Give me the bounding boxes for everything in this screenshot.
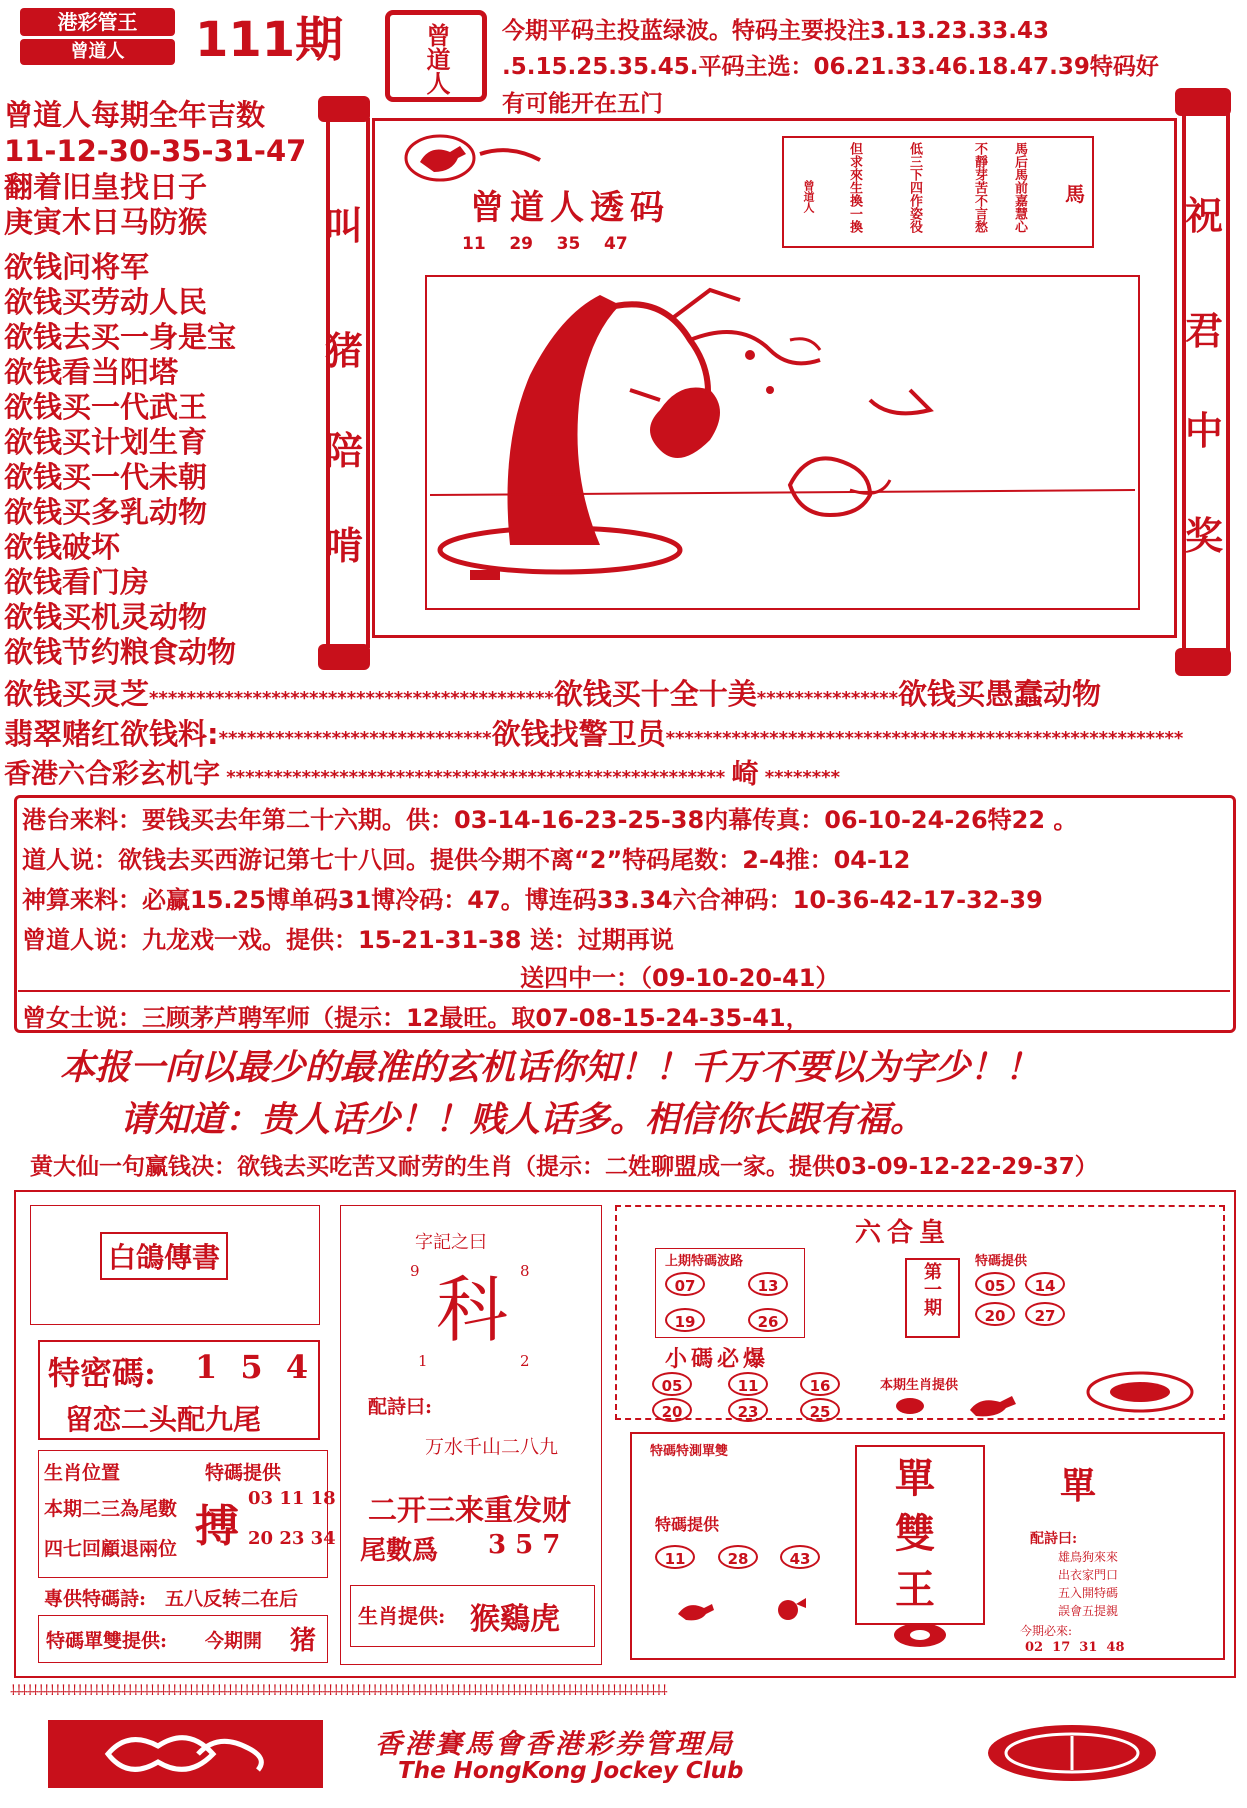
- footer-oval-logo: [985, 1722, 1160, 1784]
- info-line: 神算来料：必赢15.25博单码31博冷码：47。博连码33.34六合神码：10-36-42-17-32-39: [22, 886, 1043, 914]
- mid-tail-numbers: 3 5 7: [488, 1530, 561, 1560]
- wong-tai-sin-line: 黄大仙一句赢钱决：欲钱去买吃苦又耐劳的生肖（提示：二姓聊盟成一家。提供03-09-12-22-29-37）: [30, 1154, 1098, 1180]
- rooster-icon: [668, 1594, 838, 1624]
- tema-hint: 留恋二头配九尾: [65, 1403, 262, 1436]
- last-issue-label: 上期特碼波路: [665, 1254, 744, 1269]
- info-line: 曾道人说：九龙戏一戏。提供：15-21-31-38 送：过期再说: [22, 926, 674, 954]
- star-line-text: 欲钱买灵芝: [4, 677, 150, 711]
- ball: 27: [1025, 1302, 1065, 1326]
- ball: 11: [728, 1372, 768, 1396]
- poem-line: 馬后馬前嘉慧心: [1012, 142, 1027, 233]
- ball: 19: [665, 1308, 705, 1332]
- logo-line1: 港彩管王: [20, 8, 175, 36]
- ball: 07: [665, 1272, 705, 1296]
- star-separator: *******************************************************: [665, 728, 1184, 749]
- ball: 13: [748, 1272, 788, 1296]
- left-list-item: 欲钱看当阳塔: [4, 355, 179, 389]
- info-line: 道人说：欲钱去买西游记第七十八回。提供今期不离“2”特码尾数：2-4推：04-12: [22, 846, 911, 874]
- supply-numbers: 20 23 34: [248, 1528, 336, 1549]
- left-list-item: 欲钱买计划生育: [4, 425, 208, 459]
- star-line: [4, 672, 1244, 713]
- jockey-oval-icon: [1085, 1370, 1195, 1414]
- sd-supply: 特碼提供: [655, 1515, 720, 1534]
- info-divider: [18, 990, 1230, 992]
- mid-num: 1: [418, 1352, 428, 1370]
- supply-big-char: 搏: [195, 1501, 239, 1552]
- poem-line: 低三下四作姿役: [907, 142, 922, 233]
- position-line: 本期二三為尾數: [44, 1498, 178, 1520]
- star-line: [4, 712, 1244, 753]
- poem-line: 不靜芽苦不言愁: [972, 142, 987, 233]
- info-line: 港台来料：要钱买去年第二十六期。供：03-14-16-23-25-38内幕传真：06-10-24-26特22 。: [22, 806, 1078, 834]
- right-poem-line: 五入開特碼: [1058, 1586, 1119, 1600]
- footer-cloud-logo: [48, 1720, 323, 1788]
- tema-poem: 五八反转二在后: [165, 1588, 299, 1610]
- lhc-title: 六合皇: [855, 1218, 952, 1248]
- scroll-left-char: 陪: [324, 429, 363, 473]
- mid-num: 9: [410, 1262, 420, 1280]
- poem-line: 但求來生換一換: [847, 142, 862, 233]
- zodiac-animal-icon: [890, 1392, 1030, 1418]
- mid-char: 科: [436, 1268, 509, 1352]
- tree-painting-icon: [430, 280, 1135, 605]
- star-separator: *****************************: [218, 728, 492, 749]
- footer-cn: 香港賽馬會香港彩券管理局: [375, 1729, 735, 1760]
- single-double-value: 今期開: [205, 1630, 263, 1652]
- right-poem-line: 誤會五提親: [1058, 1604, 1119, 1618]
- left-list-item: 欲钱问将军: [4, 250, 150, 284]
- poem-author: 曾道人: [802, 180, 815, 213]
- scroll-numbers: 11 29 35 47: [462, 234, 628, 254]
- issue-tag: 第一期: [921, 1262, 942, 1316]
- star-line: [4, 752, 1244, 791]
- tema-label: 特密碼:: [48, 1354, 156, 1392]
- mid-num: 2: [520, 1352, 530, 1370]
- scroll-left-char: 叫: [324, 204, 363, 248]
- right-poem-label: 配詩曰:: [1030, 1531, 1078, 1547]
- star-separator: ********: [758, 767, 841, 788]
- scroll-left-char: 猪: [324, 329, 363, 373]
- seal-text: 曾道人: [422, 23, 451, 95]
- slogan-line: 请知道：贵人话少！！贱人话多。相信你长跟有福。: [120, 1099, 926, 1140]
- ball: 14: [1025, 1272, 1065, 1296]
- single-double-label: 特碼單雙提供:: [46, 1630, 168, 1652]
- tema-numbers: 1 5 4: [195, 1348, 315, 1386]
- small-code-title: 小碼必爆: [665, 1346, 770, 1372]
- ball: 11: [655, 1545, 695, 1569]
- white-pigeon-title: 白鴿傳書: [100, 1232, 228, 1280]
- left-list-item: 欲钱买劳动人民: [4, 285, 208, 319]
- star-separator: ***************: [756, 688, 898, 709]
- ball: 05: [975, 1272, 1015, 1296]
- scroll-title: 曾道人透码: [470, 188, 670, 228]
- ball: 20: [652, 1398, 692, 1422]
- mid-tail-label: 尾數爲: [360, 1536, 439, 1566]
- star-separator: *******************************************: [149, 688, 554, 709]
- left-list-item: 曾道人每期全年吉数: [4, 98, 266, 132]
- position-label: 生肖位置: [44, 1462, 121, 1484]
- right-poem-line: 出衣家門口: [1058, 1568, 1119, 1582]
- star-line-end: 欲钱买愚蠢动物: [898, 677, 1102, 711]
- scroll-right-char: 祝: [1184, 194, 1223, 238]
- star-separator: *****************************************************: [220, 767, 732, 788]
- ball: 16: [800, 1372, 840, 1396]
- ball: 26: [748, 1308, 788, 1332]
- mid-zodiac-label: 生肖提供:: [358, 1604, 446, 1628]
- right-foot-label: 今期必來:: [1020, 1624, 1073, 1638]
- star-line-text: 香港六合彩玄机字: [4, 759, 220, 790]
- flower-icon: [890, 1620, 950, 1650]
- mid-num: 8: [520, 1262, 530, 1280]
- sd-big-char: 王: [895, 1566, 935, 1613]
- ball: 25: [800, 1398, 840, 1422]
- supply-label: 特碼提供: [205, 1462, 282, 1484]
- wave-border: ⸸⸸⸸⸸⸸⸸⸸⸸⸸⸸⸸⸸⸸⸸⸸⸸⸸⸸⸸⸸⸸⸸⸸⸸⸸⸸⸸⸸⸸⸸⸸⸸⸸⸸⸸⸸⸸⸸⸸⸸⸸⸸⸸⸸⸸⸸⸸⸸⸸⸸⸸⸸⸸⸸⸸⸸⸸⸸⸸⸸⸸⸸⸸⸸⸸⸸⸸⸸⸸⸸⸸⸸⸸⸸⸸⸸⸸⸸⸸⸸⸸⸸⸸⸸⸸⸸⸸⸸⸸⸸⸸⸸⸸⸸⸸⸸⸸⸸⸸⸸⸸⸸⸸⸸⸸⸸⸸⸸⸸⸸⸸⸸⸸⸸⸸⸸⸸⸸: [10, 1684, 667, 1698]
- ball: 43: [780, 1545, 820, 1569]
- horse-icon: [400, 128, 550, 186]
- zodiac-supply-label: 本期生肖提供: [880, 1378, 959, 1393]
- left-list-item: 11-12-30-35-31-47: [4, 134, 307, 168]
- left-roller-bottom: [318, 644, 370, 670]
- left-list-item: 欲钱买一代武王: [4, 390, 208, 424]
- info-line: 送四中一：（09-10-20-41）: [520, 964, 840, 992]
- sd-label: 特碼特測單雙: [650, 1444, 729, 1459]
- poem-tag: 馬: [1065, 182, 1085, 206]
- mid-poem: 万水千山二八九: [425, 1436, 559, 1458]
- footer-en: The HongKong Jockey Club: [398, 1758, 744, 1784]
- scroll-right-char: 奖: [1184, 514, 1223, 558]
- star-line-text: 翡翠赌红欲钱料:: [4, 717, 219, 751]
- header-line2: .5.15.25.35.45.平码主选：06.21.33.46.18.47.39特码好: [502, 54, 1159, 80]
- left-list-item: 翻着旧皇找日子: [4, 170, 208, 204]
- seal-stamp: [385, 10, 487, 102]
- header-line3: 有可能开在五门: [502, 91, 663, 117]
- star-line-mid: 崎: [731, 759, 759, 790]
- right-char: 單: [1060, 1465, 1097, 1507]
- issue-number: 111期: [195, 12, 344, 68]
- mid-zodiac: 猴鷄虎: [470, 1602, 560, 1637]
- tema-poem-label: 專供特碼詩:: [44, 1588, 147, 1610]
- single-double-animal: 猪: [290, 1626, 317, 1656]
- info-line: 曾女士说：三顾茅芦聘军师（提示：12最旺。取07-08-15-24-35-41，: [22, 1004, 810, 1032]
- mid-title: 字記之曰: [415, 1232, 487, 1253]
- poem-box: [782, 136, 1094, 248]
- left-list-item: 欲钱看门房: [4, 565, 150, 599]
- right-poem-line: 雄鳥狗來來: [1058, 1550, 1119, 1564]
- star-line-mid: 欲钱买十全十美: [553, 677, 757, 711]
- header-line1: 今期平码主投蓝绿波。特码主要投注3.13.23.33.43: [502, 18, 1049, 44]
- scroll-right-char: 中: [1184, 409, 1223, 453]
- left-list-item: 欲钱破坏: [4, 530, 121, 564]
- sd-big-char: 雙: [895, 1510, 935, 1557]
- left-list-item: 欲钱买机灵动物: [4, 600, 208, 634]
- ball: 28: [718, 1545, 758, 1569]
- slogan-line: 本报一向以最少的最准的玄机话你知！！千万不要以为字少！！: [60, 1047, 1041, 1088]
- star-line-mid: 欲钱找警卫员: [491, 717, 666, 751]
- left-list-item: 欲钱买一代未朝: [4, 460, 208, 494]
- logo-line2: 曾道人: [20, 39, 175, 65]
- left-list-item: 欲钱节约粮食动物: [4, 635, 237, 669]
- ball: 20: [975, 1302, 1015, 1326]
- tema-supply-label: 特碼提供: [975, 1254, 1028, 1269]
- left-list-item: 欲钱买多乳动物: [4, 495, 208, 529]
- ball: 23: [728, 1398, 768, 1422]
- ball: 05: [652, 1372, 692, 1396]
- left-list-item: 庚寅木日马防猴: [4, 205, 208, 239]
- right-foot-numbers: 02 17 31 48: [1025, 1640, 1125, 1655]
- supply-numbers: 03 11 18: [248, 1488, 336, 1509]
- mid-fortune: 二开三来重发财: [368, 1493, 572, 1527]
- mid-poem-label: 配詩曰:: [368, 1396, 433, 1418]
- scroll-right-char: 君: [1184, 309, 1223, 353]
- scroll-left-char: 啃: [324, 524, 363, 568]
- sd-big-char: 單: [895, 1455, 935, 1502]
- position-line: 四七回顧退兩位: [44, 1538, 178, 1560]
- header-logo: [20, 8, 175, 66]
- left-list-item: 欲钱去买一身是宝: [4, 320, 237, 354]
